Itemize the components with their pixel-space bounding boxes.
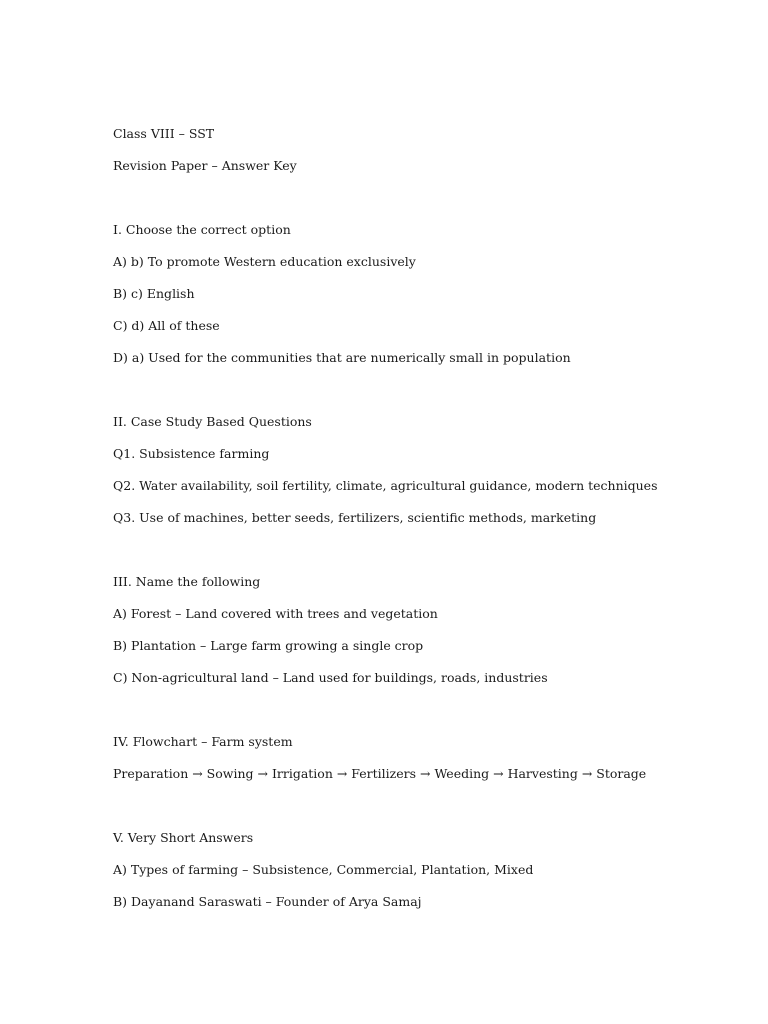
answer-item: B) Dayanand Saraswati – Founder of Arya Samaj xyxy=(113,894,422,909)
answer-item: B) Plantation – Large farm growing a single crop xyxy=(113,638,424,653)
spacer xyxy=(113,796,733,828)
spacer xyxy=(113,540,733,572)
section-very-short-answers xyxy=(113,828,733,924)
section-case-study xyxy=(113,412,733,540)
answer-item: B) c) English xyxy=(113,286,195,301)
section-heading: III. Name the following xyxy=(113,574,261,589)
answer-item: D) a) Used for the communities that are numerically small in population xyxy=(113,350,571,365)
answer-item: A) Types of farming – Subsistence, Commercial, Plantation, Mixed xyxy=(113,862,534,877)
section-name-following xyxy=(113,572,733,700)
paper-title: Revision Paper – Answer Key xyxy=(113,158,297,173)
spacer xyxy=(113,188,733,220)
class-title: Class VIII – SST xyxy=(113,126,215,141)
answer-item: C) Non-agricultural land – Land used for buildings, roads, industries xyxy=(113,670,548,685)
section-heading: I. Choose the correct option xyxy=(113,222,291,237)
answer-item: Q1. Subsistence farming xyxy=(113,446,270,461)
answer-item: A) b) To promote Western education exclusively xyxy=(113,254,416,269)
section-flowchart xyxy=(113,732,733,796)
flowchart-steps: Preparation → Sowing → Irrigation → Fertilizers → Weeding → Harvesting → Storage xyxy=(113,766,647,781)
answer-item: C) d) All of these xyxy=(113,318,220,333)
answer-item: Q3. Use of machines, better seeds, fertilizers, scientific methods, marketing xyxy=(113,510,597,525)
section-heading: V. Very Short Answers xyxy=(113,830,254,845)
answer-item: Q2. Water availability, soil fertility, climate, agricultural guidance, modern techniques xyxy=(113,478,658,493)
section-heading: II. Case Study Based Questions xyxy=(113,414,312,429)
section-choose-option xyxy=(113,220,733,380)
document-page xyxy=(113,124,733,924)
spacer xyxy=(113,700,733,732)
answer-item: A) Forest – Land covered with trees and vegetation xyxy=(113,606,438,621)
spacer xyxy=(113,380,733,412)
section-heading: IV. Flowchart – Farm system xyxy=(113,734,293,749)
